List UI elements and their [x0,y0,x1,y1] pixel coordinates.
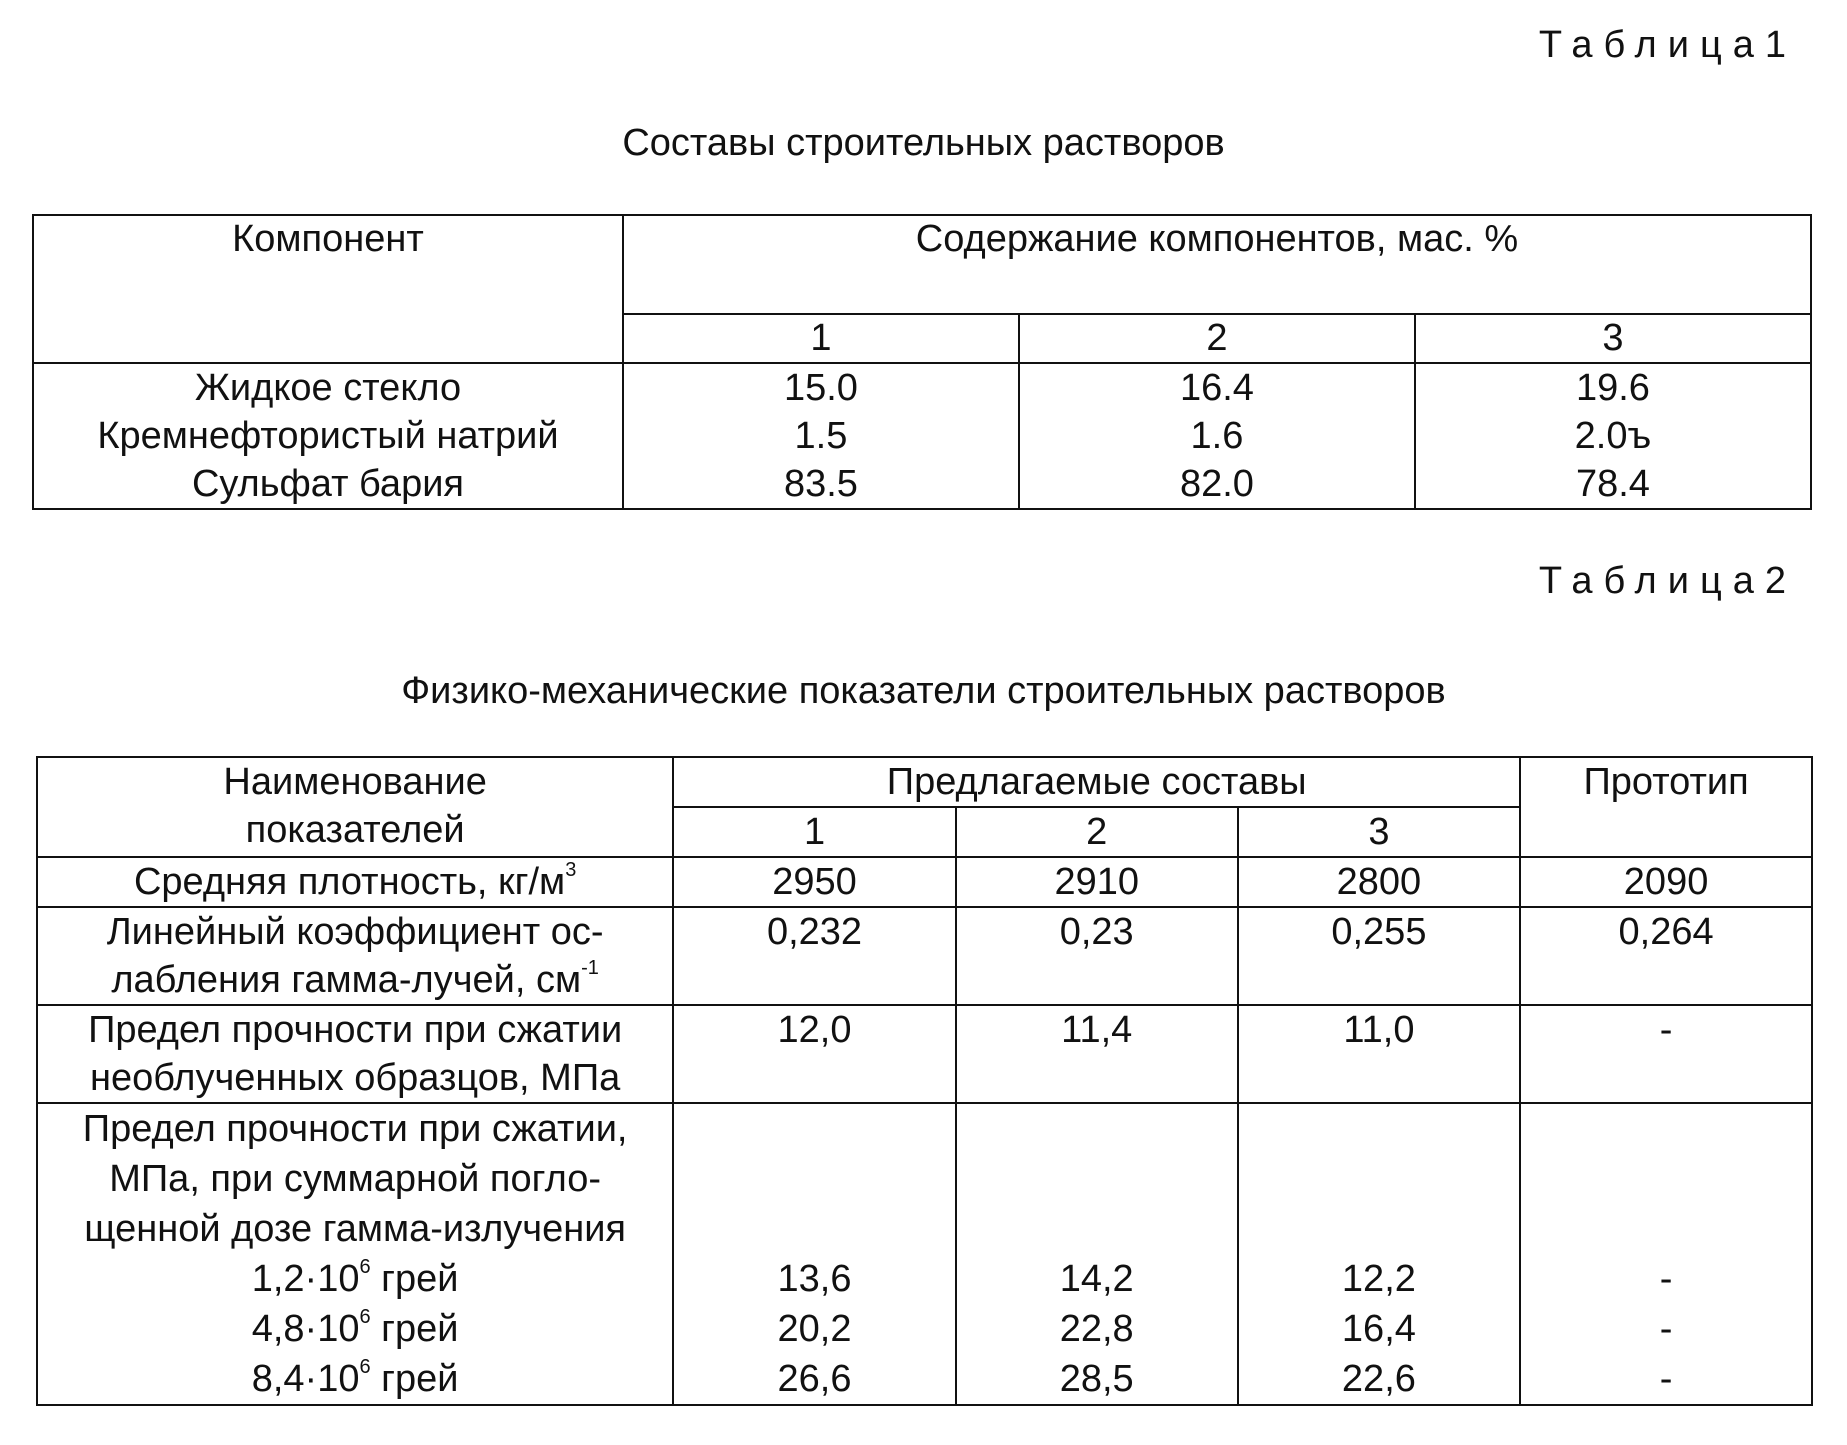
component-name: Сульфат бария [191,463,465,505]
density-row [37,857,1812,907]
cell-value: 11,0 [1238,1005,1520,1103]
row-label: Средняя плотность, $кг/м^3$ [37,857,673,907]
dose-values-2 [956,1103,1238,1405]
cell-value: 0,264 [1520,907,1812,1005]
composition-column-3 [1415,363,1811,509]
cell-value: 1.5 [794,415,848,457]
cell-value: 19.6 [1575,367,1650,409]
table1-label: Таблица1 [1538,24,1797,66]
column-header: 2 [1019,314,1415,363]
irradiated-row [37,1103,1812,1405]
table1-caption: Составы строительных растворов [622,122,1225,164]
dose-values-prototype [1520,1103,1812,1405]
composition-column-1 [623,363,1019,509]
component-name: Кремнефтористый натрий [97,415,559,457]
header-content: Содержание компонентов, мас. % [623,215,1811,314]
header-name-line: показателей [245,809,465,851]
row-label: Предел прочности при сжатии необлученных образцов, МПа [37,1005,673,1103]
cell-value: - [1659,1358,1673,1400]
cell-value: 14,2 [1059,1258,1134,1300]
cell-value: 22,6 [1341,1358,1416,1400]
cell-value: - [1520,1005,1812,1103]
cell-value: 78.4 [1575,463,1650,505]
column-header: 3 [1238,807,1520,857]
cell-value: 12,2 [1341,1258,1416,1300]
header-prototype: Прототип [1520,757,1812,857]
cell-value: 11,4 [956,1005,1238,1103]
header-proposed: Предлагаемые составы [673,757,1520,807]
dose-label: $4,8\cdot 10^6$ грей [251,1306,459,1350]
cell-value: 26,6 [777,1358,852,1400]
cell-value: 2910 [956,857,1238,907]
header-name [37,757,673,857]
component-names [33,363,623,509]
composition-column-2 [1019,363,1415,509]
cell-value: 13,6 [777,1258,852,1300]
column-header: 1 [623,314,1019,363]
table2-caption: Физико-механические показатели строительных растворов [401,670,1446,712]
column-header: 1 [673,807,955,857]
dose-label: $1,2\cdot 10^6$ грей [251,1256,459,1300]
cell-value: 0,23 [956,907,1238,1005]
header-component: Компонент [33,215,623,363]
cell-value: 16,4 [1341,1308,1416,1350]
dose-values-1 [673,1103,955,1405]
cell-value: 82.0 [1179,463,1254,505]
cell-value: 28,5 [1059,1358,1134,1400]
column-header: 2 [956,807,1238,857]
cell-value: 83.5 [783,463,858,505]
cell-value: 15.0 [783,367,858,409]
cell-value: 2090 [1520,857,1812,907]
table1 [32,214,1812,510]
attenuation-row [37,907,1812,1005]
cell-value: 0,232 [673,907,955,1005]
cell-value: 1.6 [1190,415,1244,457]
dose-label: $8,4\cdot 10^6$ грей [251,1356,459,1400]
cell-value: 12,0 [673,1005,955,1103]
row-label: Линейный коэффициент ос- лабления гамма-лучей, $см^{-1}$ [37,907,673,1005]
header-name-line: Наименование [223,761,487,803]
table2-label: Таблица2 [1538,560,1797,602]
cell-value: - [1659,1258,1673,1300]
strength-row [37,1005,1812,1103]
row-label: Предел прочности при сжатии, МПа, при суммарной погло- щенной дозе гамма-излучения $1,2\cdot 10^6$ грей $4,8\cdot 10^6$ грей $8,4\cdot 10^6$ грей [37,1103,673,1405]
table2 [36,756,1813,1406]
cell-value: - [1659,1308,1673,1350]
cell-value: 22,8 [1059,1308,1134,1350]
cell-value: 20,2 [777,1308,852,1350]
cell-value: 2800 [1238,857,1520,907]
cell-value: 2.0ъ [1574,415,1652,457]
component-name: Жидкое стекло [194,367,462,409]
column-header: 3 [1415,314,1811,363]
cell-value: 16.4 [1179,367,1254,409]
dose-values-3 [1238,1103,1520,1405]
cell-value: 2950 [673,857,955,907]
cell-value: 0,255 [1238,907,1520,1005]
